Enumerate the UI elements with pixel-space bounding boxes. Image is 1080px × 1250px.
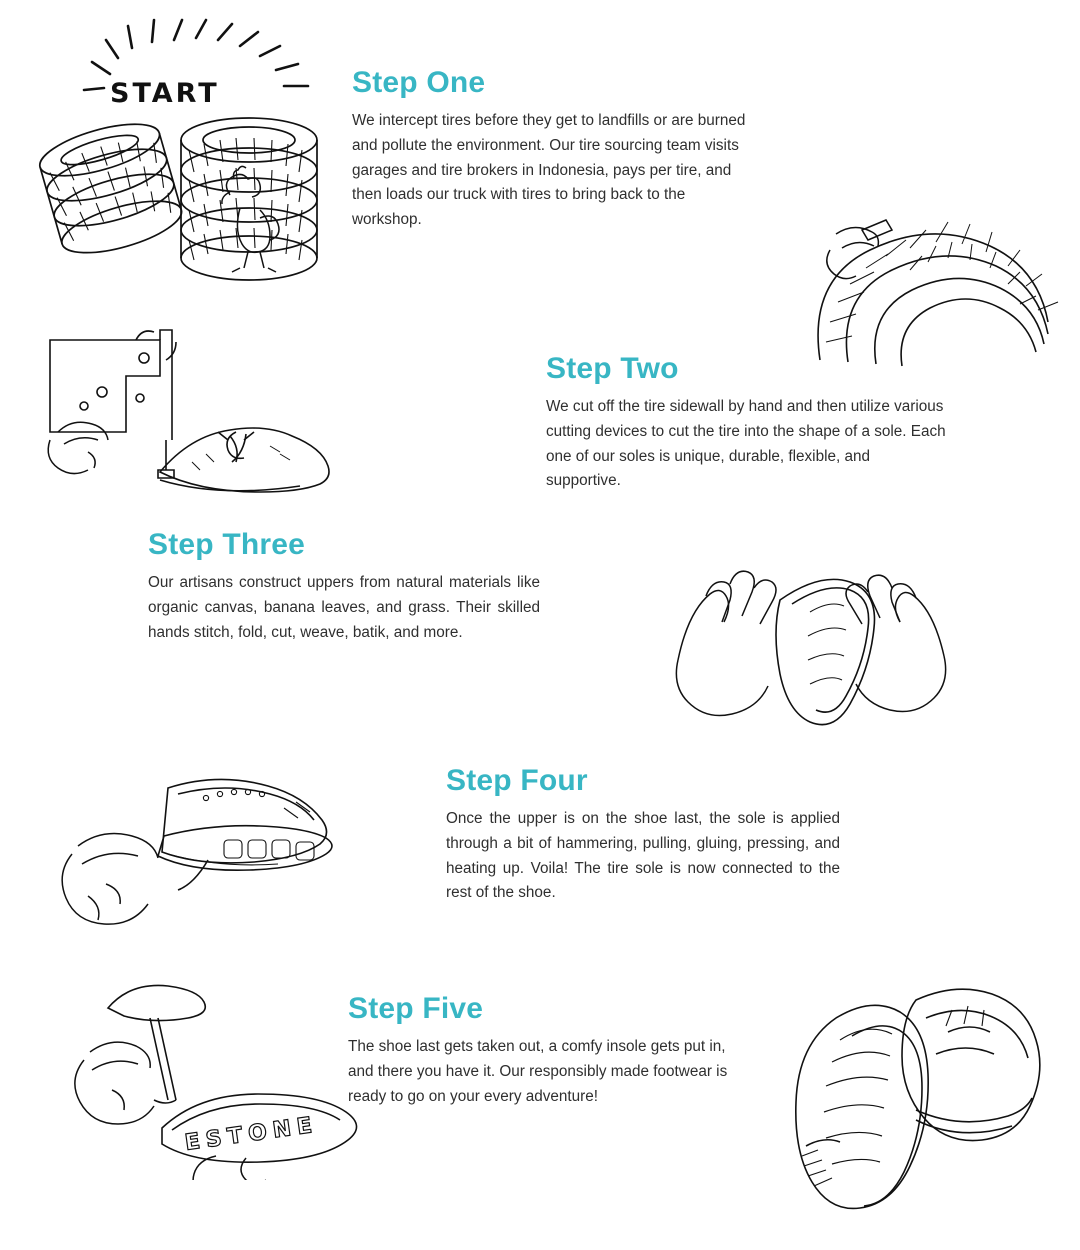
step-four-body: Once the upper is on the shoe last, the sole is applied through a bit of hammering, pulling, gluing, pressing, and heating up. Voila! The tire sole is now connected to the rest of the shoe. — [446, 810, 840, 902]
step-five-block — [348, 992, 742, 1109]
start-label-art — [70, 14, 350, 114]
step-five-title: Step Five — [348, 992, 484, 1025]
svg-text:START: START — [110, 78, 220, 109]
step-two-body: We cut off the tire sidewall by hand and then utilize various cutting devices to cut the tire into the shape of a sole. Each one of our soles is unique, durable, flexible, and supportive. — [546, 398, 946, 490]
hands-shaping-sole-illustration — [660, 540, 960, 760]
step-one-block — [352, 66, 752, 233]
step-three-title: Step Three — [148, 528, 306, 561]
step-one-body: We intercept tires before they get to landfills or are burned and pollute the environment. Our tire sourcing team visits garages and tire brokers in Indonesia, pays per tire, and then loads our truck with tires to bring back to the workshop. — [352, 112, 746, 229]
step-two-block — [546, 352, 946, 494]
stacked-tires-illustration — [34, 100, 344, 300]
step-five-body: The shoe last gets taken out, a comfy insole gets put in, and there you have it. Our responsibly made footwear is ready to go on your every adventure! — [348, 1038, 728, 1105]
hand-pulling-upper-illustration — [48, 760, 388, 940]
finished-shoes-illustration — [740, 970, 1050, 1220]
step-one-title: Step One — [352, 66, 486, 99]
step-three-body: Our artisans construct uppers from natural materials like organic canvas, banana leaves, and grass. Their skilled hands stitch, fold, cut, weave, batik, and more. — [148, 574, 540, 641]
step-four-title: Step Four — [446, 764, 588, 797]
hammering-sole-illustration — [50, 960, 370, 1180]
step-two-title: Step Two — [546, 352, 679, 385]
step-four-block — [446, 764, 840, 906]
tire-cutting-illustration — [790, 210, 1060, 370]
svg-text:ESTONE: ESTONE — [183, 1112, 320, 1156]
sewing-machine-illustration — [40, 320, 340, 520]
step-three-block — [148, 528, 540, 645]
